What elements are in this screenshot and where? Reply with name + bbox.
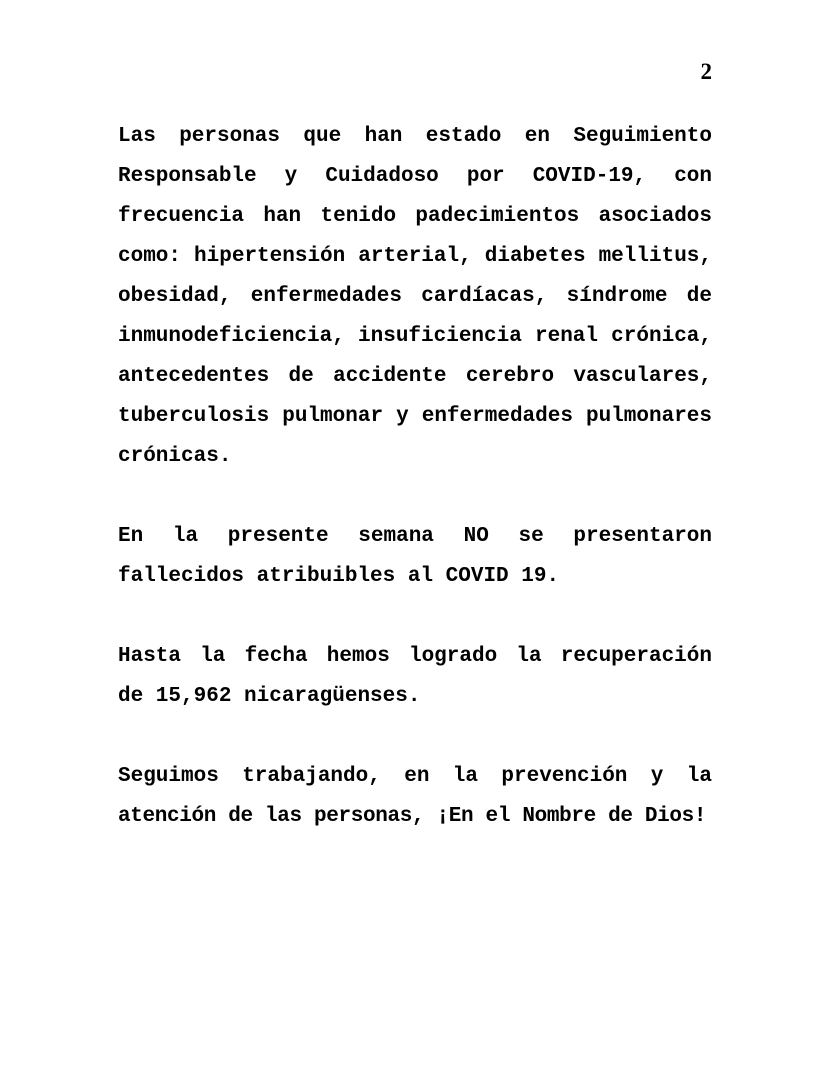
text-line: tuberculosis pulmonar y enfermedades pulmonares xyxy=(118,405,712,428)
paragraph-3 xyxy=(118,637,712,717)
paragraph-4 xyxy=(118,757,712,837)
text-line: obesidad, enfermedades cardíacas, síndrome de xyxy=(118,285,712,308)
paragraph-1 xyxy=(118,117,712,477)
text-line: atención de las personas, ¡En el Nombre de Dios! xyxy=(118,805,707,828)
text-line: fallecidos atribuibles al COVID 19. xyxy=(118,565,560,588)
text-line: Seguimos trabajando, en la prevención y la xyxy=(118,765,712,788)
text-line: crónicas. xyxy=(118,445,232,468)
text-line: Las personas que han estado en Seguimiento xyxy=(118,125,712,148)
text-line: frecuencia han tenido padecimientos asociados xyxy=(118,205,712,228)
text-line: inmunodeficiencia, insuficiencia renal crónica, xyxy=(118,325,712,348)
document-body xyxy=(118,117,712,837)
text-line: En la presente semana NO se presentaron xyxy=(118,525,712,548)
text-line: antecedentes de accidente cerebro vasculares, xyxy=(118,365,712,388)
text-line: de 15,962 nicaragüenses. xyxy=(118,685,421,708)
text-line: como: hipertensión arterial, diabetes mellitus, xyxy=(118,245,712,268)
text-line: Responsable y Cuidadoso por COVID-19, con xyxy=(118,165,712,188)
paragraph-2 xyxy=(118,517,712,597)
text-line: Hasta la fecha hemos logrado la recuperación xyxy=(118,645,712,668)
page-number: 2 xyxy=(700,59,712,84)
